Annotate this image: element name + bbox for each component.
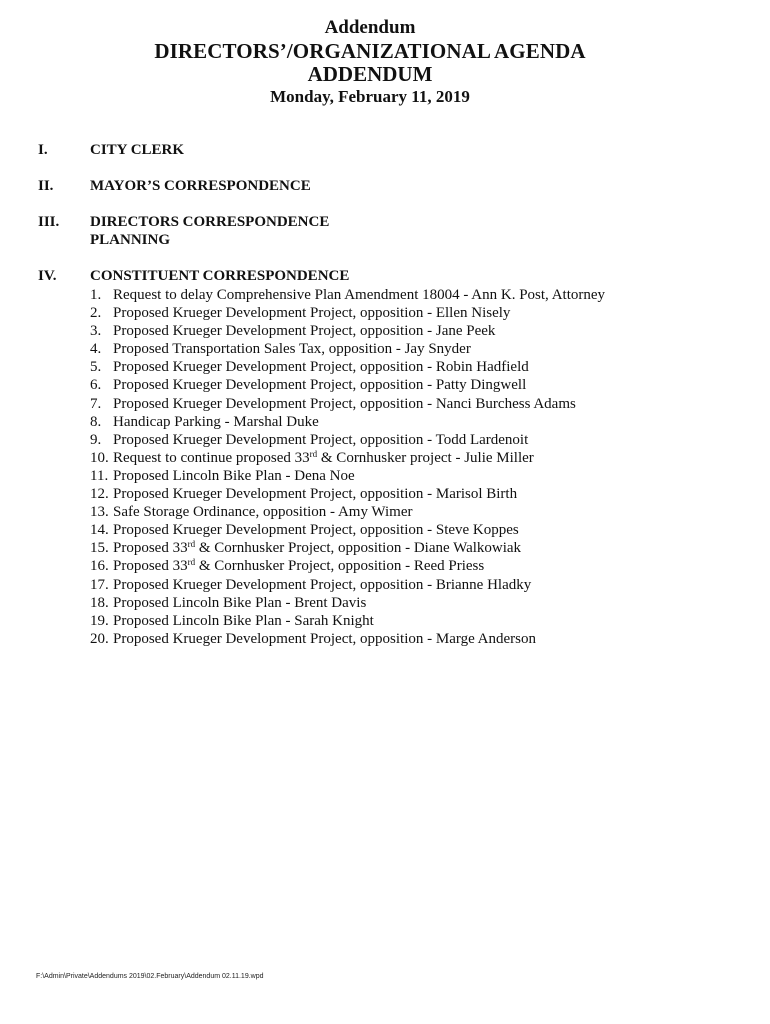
agenda-title: DIRECTORS’/ORGANIZATIONAL AGENDA [154, 39, 586, 63]
list-item [90, 376, 605, 394]
document-label: Addendum [324, 17, 416, 38]
item-number: 6. [90, 377, 102, 394]
item-text: Proposed Krueger Development Project, opposition - Robin Hadfield [113, 359, 529, 376]
item-text: Proposed Krueger Development Project, opposition - Brianne Hladky [113, 576, 532, 593]
item-number: 15. [90, 540, 109, 557]
list-item [90, 539, 605, 557]
list-item [90, 413, 605, 431]
item-number: 3. [90, 323, 102, 340]
item-text: Proposed Krueger Development Project, opposition - Marge Anderson [113, 630, 536, 647]
item-text: Proposed Lincoln Bike Plan - Sarah Knight [113, 612, 374, 629]
item-number: 9. [90, 431, 102, 448]
list-item [90, 576, 605, 594]
item-number: 18. [90, 594, 109, 611]
item-text: Request to continue proposed 33 [113, 449, 310, 466]
item-text: Proposed 33 [113, 540, 188, 557]
item-text: Proposed Krueger Development Project, opposition - Patty Dingwell [113, 377, 527, 394]
item-number: 1. [90, 287, 102, 303]
section-numeral: I. [38, 142, 48, 158]
list-item [90, 395, 605, 413]
item-text-continued: & Cornhusker project - Julie Miller [317, 449, 534, 466]
item-text-continued: & Cornhusker Project, opposition - Diane Walkowiak [195, 540, 522, 557]
section-numeral: II. [38, 178, 54, 194]
ordinal-suffix: rd [309, 448, 318, 459]
item-text: Proposed Krueger Development Project, opposition - Ellen Nisely [113, 305, 511, 322]
list-item [90, 594, 605, 612]
item-text: Proposed Krueger Development Project, opposition - Marisol Birth [113, 486, 518, 503]
list-item [90, 304, 605, 322]
list-item [90, 286, 605, 304]
item-number: 4. [90, 341, 102, 358]
item-number: 19. [90, 612, 109, 629]
list-item [90, 358, 605, 376]
item-number: 20. [90, 630, 109, 647]
list-item [90, 467, 605, 485]
item-text: Proposed Transportation Sales Tax, opposition - Jay Snyder [113, 341, 471, 358]
item-number: 2. [90, 305, 102, 322]
item-text: Proposed Krueger Development Project, opposition - Nanci Burchess Adams [113, 395, 576, 412]
item-text-continued: & Cornhusker Project, opposition - Reed Priess [195, 558, 485, 575]
section-title: CONSTITUENT CORRESPONDENCE [90, 268, 350, 284]
ordinal-suffix: rd [187, 539, 196, 550]
ordinal-suffix: rd [187, 557, 196, 568]
list-item [90, 485, 605, 503]
item-text: Proposed Krueger Development Project, opposition - Todd Lardenoit [113, 431, 529, 448]
file-path-footer: F:\Admin\Private\Addendums 2019\02.February\Addendum 02.11.19.wpd [36, 973, 264, 980]
list-item [90, 449, 605, 467]
section-title: MAYOR’S CORRESPONDENCE [90, 178, 311, 194]
item-text: Proposed 33 [113, 558, 188, 575]
item-number: 10. [90, 449, 109, 466]
item-text: Proposed Krueger Development Project, opposition - Jane Peek [113, 323, 496, 340]
item-number: 17. [90, 576, 109, 593]
item-number: 7. [90, 395, 102, 412]
item-number: 14. [90, 522, 109, 539]
agenda-subtitle: ADDENDUM [307, 62, 433, 86]
list-item [90, 521, 605, 539]
item-text: Proposed Krueger Development Project, opposition - Steve Koppes [113, 522, 519, 539]
item-text: Proposed Lincoln Bike Plan - Brent Davis [113, 594, 367, 611]
list-item [90, 322, 605, 340]
correspondence-list [90, 286, 605, 648]
item-text: Safe Storage Ordinance, opposition - Amy Wimer [113, 504, 413, 521]
section-numeral: III. [38, 214, 60, 230]
agenda-date: Monday, February 11, 2019 [270, 87, 470, 106]
item-number: 5. [90, 359, 102, 376]
item-number: 8. [90, 413, 102, 430]
section-subtitle: PLANNING [90, 232, 171, 248]
list-item [90, 340, 605, 358]
list-item [90, 503, 605, 521]
item-text: Request to delay Comprehensive Plan Amendment 18004 - Ann K. Post, Attorney [113, 287, 606, 303]
item-number: 11. [90, 467, 109, 484]
section-title: DIRECTORS CORRESPONDENCE [90, 214, 330, 230]
item-text: Proposed Lincoln Bike Plan - Dena Noe [113, 467, 355, 484]
item-text: Handicap Parking - Marshal Duke [113, 413, 319, 430]
section-title: CITY CLERK [90, 142, 185, 158]
item-number: 13. [90, 504, 109, 521]
list-item [90, 630, 605, 648]
list-item [90, 612, 605, 630]
item-number: 16. [90, 558, 109, 575]
item-number: 12. [90, 486, 109, 503]
list-item [90, 431, 605, 449]
list-item [90, 557, 605, 575]
section-numeral: IV. [38, 268, 57, 284]
